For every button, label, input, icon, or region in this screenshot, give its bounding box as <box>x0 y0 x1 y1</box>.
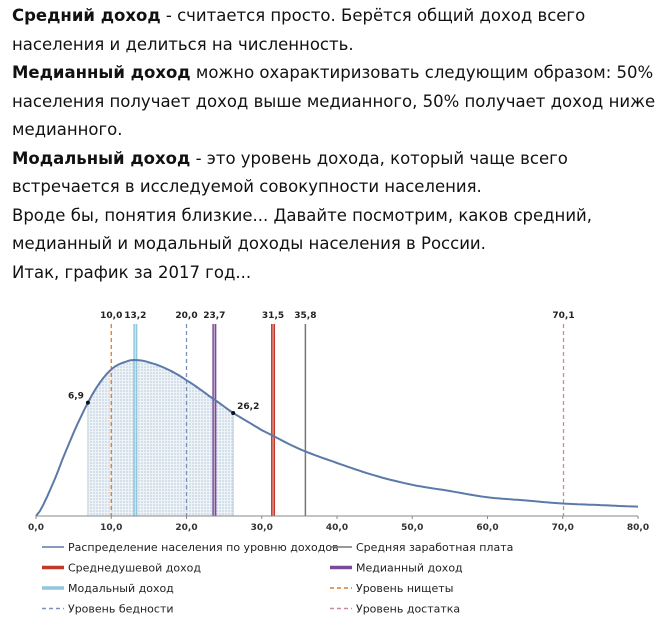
x-tick-label: 70,0 <box>551 523 574 533</box>
term-modal-income: Модальный доход <box>12 148 191 168</box>
x-tick-label: 50,0 <box>401 523 424 533</box>
legend-label: Уровень бедности <box>68 602 174 616</box>
x-tick-label: 60,0 <box>476 523 499 533</box>
article-text <box>12 2 657 287</box>
vline-label-35-8: 35,8 <box>294 311 317 321</box>
legend-label: Медианный доход <box>356 561 463 575</box>
x-tick-label: 40,0 <box>325 523 349 533</box>
plot-area <box>28 311 649 533</box>
range-point-label-left: 6,9 <box>67 391 84 402</box>
x-tick-label: 10,0 <box>100 523 123 533</box>
vline-label-20-0: 20,0 <box>175 311 198 321</box>
shaded-income-range <box>88 360 233 516</box>
legend-label: Распределение населения по уровню доходов <box>68 541 339 554</box>
range-point-label-right: 26,2 <box>237 402 260 413</box>
definition-average-income: - считается просто. Берётся общий доход всего населения и делиться на численность. <box>12 6 586 54</box>
vline-label-13-2: 13,2 <box>124 311 147 321</box>
legend-label: Средняя заработная плата <box>356 541 514 554</box>
legend-label: Модальный доход <box>68 582 174 595</box>
x-tick-label: 80,0 <box>626 523 650 533</box>
legend-label: Уровень достатка <box>356 602 461 616</box>
income-distribution-chart <box>0 300 659 639</box>
vline-label-23-7: 23,7 <box>203 311 226 321</box>
vline-label-31-5: 31,5 <box>261 311 285 321</box>
paragraph-chart-intro: Итак, график за 2017 год... <box>12 262 252 282</box>
definition-modal-income: - это уровень дохода, который чаще всего встречается в исследуемой совокупности населения. <box>12 148 568 196</box>
paragraph-average-income <box>12 2 657 59</box>
legend-label: Среднедушевой доход <box>68 561 201 575</box>
term-average-income: Средний доход <box>12 6 161 25</box>
paragraph-modal-income <box>12 145 657 202</box>
paragraph-comparison: Вроде бы, понятия близкие... Давайте посмотрим, каков средний, медианный и модальный доходы населения в России. <box>12 205 593 253</box>
definition-median-income: можно охарактиризовать следующим образом: 50% населения получает доход выше медианного, 50% получает доход ниже медианного. <box>12 63 656 139</box>
paragraph-median-income <box>12 59 657 145</box>
vline-label-10-0: 10,0 <box>100 311 123 321</box>
range-point-right <box>231 411 235 415</box>
x-tick-label: 0,0 <box>28 523 44 533</box>
legend-label: Уровень нищеты <box>356 582 454 595</box>
x-tick-label: 30,0 <box>250 523 273 533</box>
range-point-left <box>86 401 90 405</box>
chart-legend <box>42 541 513 616</box>
vline-label-70-1: 70,1 <box>552 311 575 321</box>
x-tick-label: 20,0 <box>175 523 198 533</box>
term-median-income: Медианный доход <box>12 63 191 82</box>
